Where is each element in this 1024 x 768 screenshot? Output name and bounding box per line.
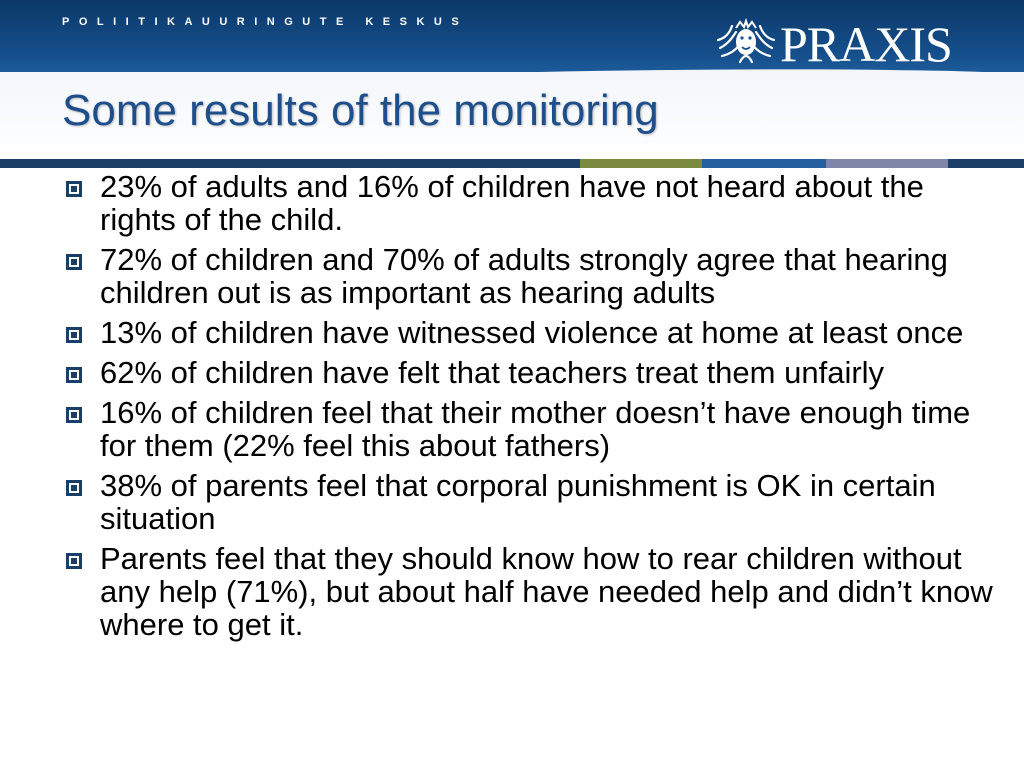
- list-item-text: 16% of children feel that their mother doesn’t have enough time for them (22% feel this about fathers): [100, 395, 971, 463]
- square-bullet-icon: [66, 327, 82, 343]
- list-item: [62, 396, 1002, 462]
- square-bullet-icon: [66, 480, 82, 496]
- list-item-text: Parents feel that they should know how to rear children without any help (71%), but about half have needed help and didn’t know where to get it.: [100, 541, 993, 642]
- square-bullet-icon: [66, 181, 82, 197]
- title-rule: [0, 159, 1024, 168]
- bullet-list: [62, 170, 1002, 648]
- rule-segment-lavender: [826, 159, 948, 168]
- list-item-text: 23% of adults and 16% of children have not heard about the rights of the child.: [100, 169, 924, 237]
- praxis-logo: [714, 16, 952, 72]
- list-item-text: 38% of parents feel that corporal punishment is OK in certain situation: [100, 468, 936, 536]
- org-name: POLIITIKAUURINGUTE KESKUS: [62, 16, 469, 28]
- list-item: [62, 356, 1002, 389]
- list-item: [62, 469, 1002, 535]
- square-bullet-icon: [66, 407, 82, 423]
- rule-segment-blue: [702, 159, 826, 168]
- square-bullet-icon: [66, 553, 82, 569]
- slide-title: Some results of the monitoring: [62, 86, 659, 135]
- list-item: [62, 316, 1002, 349]
- square-bullet-icon: [66, 367, 82, 383]
- list-item: [62, 243, 1002, 309]
- list-item: [62, 170, 1002, 236]
- rule-segment-olive: [580, 159, 702, 168]
- list-item-text: 62% of children have felt that teachers treat them unfairly: [100, 355, 885, 390]
- logo-text: PRAXIS: [780, 16, 952, 72]
- list-item-text: 13% of children have witnessed violence at home at least once: [100, 315, 964, 350]
- list-item-text: 72% of children and 70% of adults strongly agree that hearing children out is as important as hearing adults: [100, 242, 948, 310]
- lion-icon: [714, 18, 778, 70]
- list-item: [62, 542, 1002, 641]
- square-bullet-icon: [66, 254, 82, 270]
